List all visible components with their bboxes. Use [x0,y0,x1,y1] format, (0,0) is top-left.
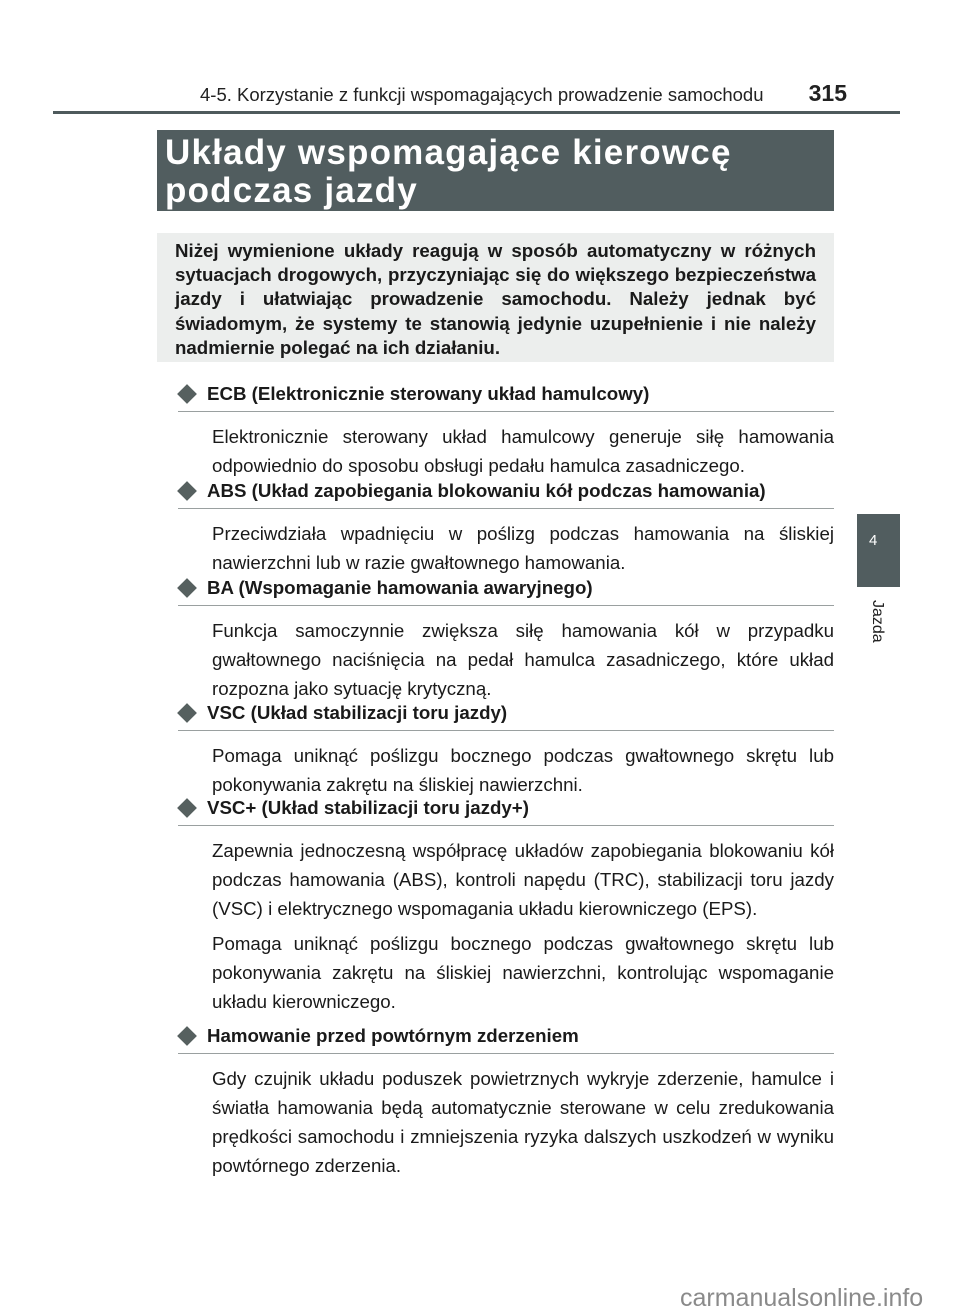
section-heading [178,795,834,826]
section-abs [178,478,834,577]
chapter-tab-name: Jazda [869,600,886,643]
watermark: carmanualsonline.info [680,1284,924,1312]
section-paragraph: Zapewnia jednoczesną współpracę układów zapobiegania blokowaniu kół podczas hamowania (ABS), kontroli napędu (TRC), stabilizacji toru jazdy (VSC) i elektrycznego wspomagania układu kierowniczego (EPS). [212,840,834,919]
title-banner [157,130,834,211]
header-rule [53,111,900,114]
chapter-tab [857,514,900,587]
chapter-tab-number: 4 [869,532,878,549]
section-heading-text: ABS (Układ zapobiegania blokowaniu kół podczas hamowania) [207,480,766,501]
section-ba [178,575,834,703]
intro-text: Niżej wymienione układy reagują w sposób automatyczny w różnych sytuacjach drogowych, przyczyniając się do większego bezpieczeństwa jazdy i ułatwiając prowadzenie samochodu. Należy jednak być świadomym, że systemy te stanowią jedynie uzupełnienie i nie należy nadmiernie polegać na ich działaniu. [175,240,816,358]
section-heading-text: VSC+ (Układ stabilizacji toru jazdy+) [207,797,529,818]
section-paragraph: Gdy czujnik układu poduszek powietrznych wykryje zderzenie, hamulce i światła hamowania będą automatycznie sterowane w celu zredukowania prędkości samochodu i zmniejszenia ryzyka dalszych uszkodzeń w wyniku powtórnego zderzenia. [212,1068,834,1176]
page-number: 315 [808,80,847,106]
title-line-2: podczas jazdy [165,171,418,210]
title-line-1: Układy wspomagające kierowcę [165,133,732,172]
section-paragraph: Pomaga uniknąć poślizgu bocznego podczas gwałtownego skrętu lub pokonywania zakrętu na śliskiej nawierzchni, kontrolując wspomaganie układu kierowniczego. [212,933,834,1012]
section-paragraph: Funkcja samoczynnie zwiększa siłę hamowania kół w przypadku gwałtownego naciśnięcia na pedał hamulca zasadniczego, które układ rozpozna jako sytuację krytyczną. [212,620,834,699]
section-paragraph: Elektronicznie sterowany układ hamulcowy generuje siłę hamowania odpowiednio do sposobu obsługi pedału hamulca zasadniczego. [212,426,834,476]
section-paragraph: Pomaga uniknąć poślizgu bocznego podczas gwałtownego skrętu lub pokonywania zakrętu na śliskiej nawierzchni. [212,745,834,795]
section-heading-text: VSC (Układ stabilizacji toru jazdy) [207,702,508,723]
diamond-bullet-icon [177,384,197,404]
section-heading [178,575,834,606]
diamond-bullet-icon [177,481,197,501]
section-heading-text: ECB (Elektronicznie sterowany układ hamulcowy) [207,383,650,404]
section-paragraph: Przeciwdziała wpadnięciu w poślizg podczas hamowania na śliskiej nawierzchni lub w razie gwałtownego hamowania. [212,523,834,573]
section-heading [178,700,834,731]
chapter-title: 4-5. Korzystanie z funkcji wspomagających prowadzenie samochodu [200,84,764,105]
diamond-bullet-icon [177,1026,197,1046]
page-title [165,134,732,210]
section-heading-text: BA (Wspomaganie hamowania awaryjnego) [207,577,593,598]
section-secondary-collision-brake [178,1023,834,1180]
section-ecb [178,381,834,480]
intro-box [157,233,834,362]
section-vsc-plus [178,795,834,1016]
section-heading-text: Hamowanie przed powtórnym zderzeniem [207,1025,579,1046]
running-head [157,80,847,110]
section-heading [178,478,834,509]
diamond-bullet-icon [177,578,197,598]
section-heading [178,381,834,412]
diamond-bullet-icon [177,703,197,723]
section-vsc [178,700,834,799]
section-heading [178,1023,834,1054]
chapter-tab-label [862,600,892,660]
diamond-bullet-icon [177,798,197,818]
